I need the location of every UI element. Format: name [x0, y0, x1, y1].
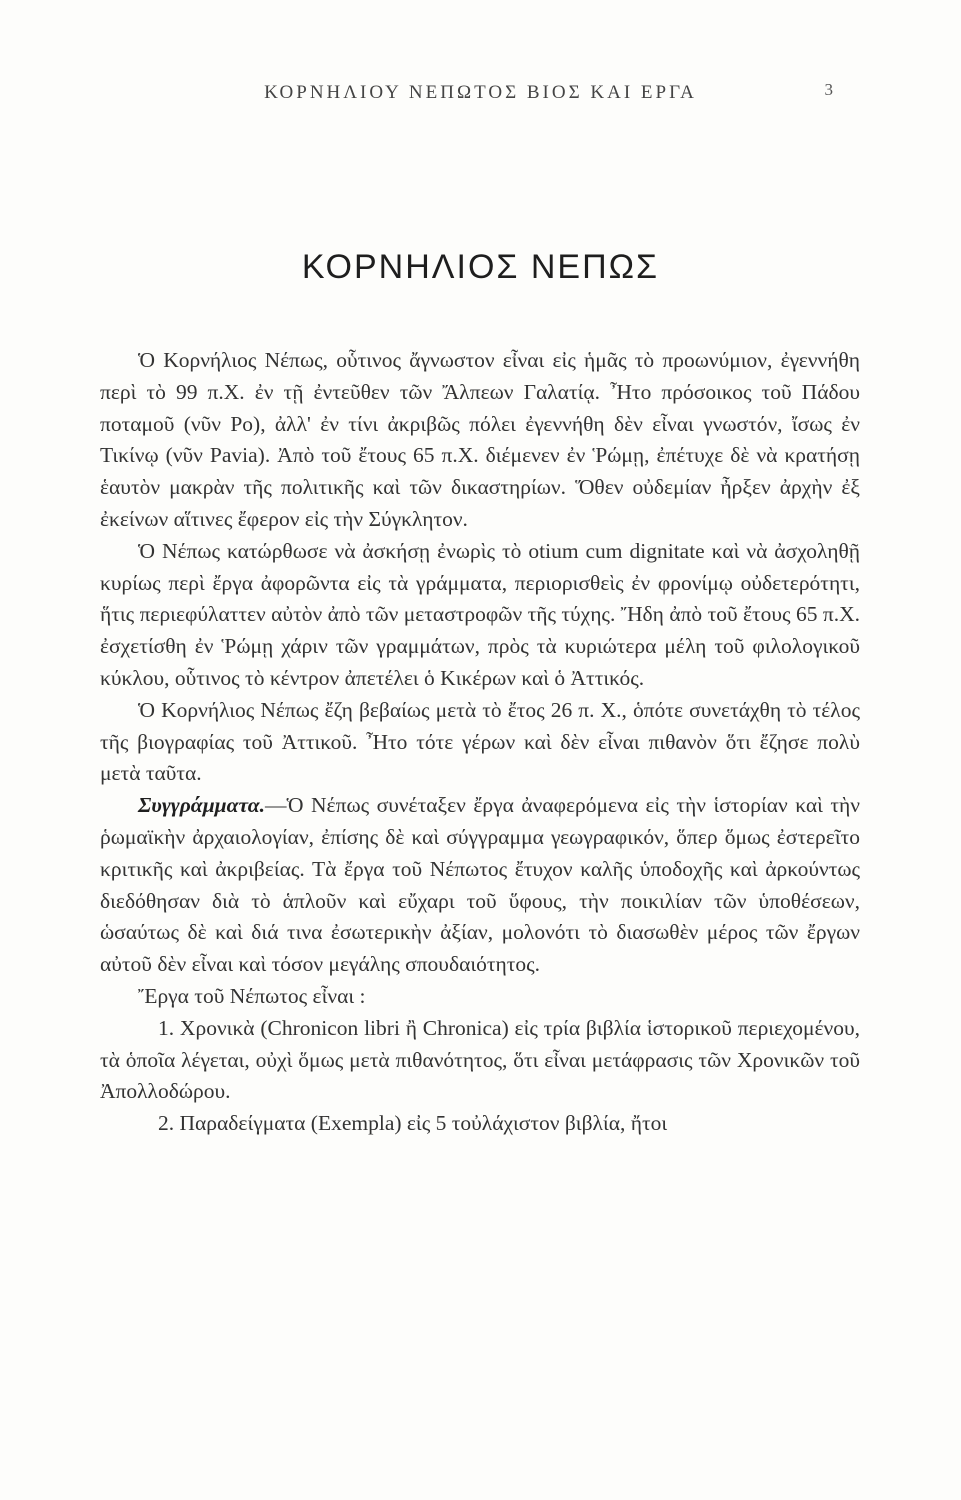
page-number: 3 — [824, 80, 833, 99]
works-item: 1. Χρονικὰ (Chronicon libri ἢ Chronica) εἰς τρία βιβλία ἱστορικοῦ περιεχομένου, τὰ ὁποῖα λέγεται, οὐχὶ ὅμως μετὰ πιθανότητος, ὅτι εἶναι μετάφρασις τῶν Χρονικῶν τοῦ Ἀπολλοδώρου. — [100, 1015, 860, 1104]
body-text — [100, 345, 860, 1140]
works-list — [100, 1013, 860, 1140]
paragraph-literary-life: Ὁ Νέπως κατώρθωσε νὰ ἀσκήσῃ ἐνωρὶς τὸ otium cum dignitate καὶ νὰ ἀσχοληθῇ κυρίως περὶ ἔργα ἀφορῶντα εἰς τὰ γράμματα, περιορισθεὶς ἐν φρονίμῳ οὐδετερότητι, ἥτις περιεφύλαττεν αὐτὸν ἀπὸ τῶν μεταστροφῶν τῆς τύχης. Ἤδη ἀπὸ τοῦ ἔτους 65 π.Χ. ἐσχετίσθη ἐν Ῥώμῃ χάριν τῶν γραμμάτων, πρὸς τὰ κυριώτερα μέλη τοῦ φιλολογικοῦ κύκλου, οὗτινος τὸ κέντρον ἀπετέλει ὁ Κικέρων καὶ ὁ Ἀττικός. — [100, 538, 860, 690]
running-head: ΚΟΡΝΗΛΙΟΥ ΝΕΠΩΤΟΣ ΒΙΟΣ ΚΑΙ ΕΡΓΑ — [264, 82, 697, 103]
paragraph-writings — [100, 790, 860, 981]
paragraph-death: Ὁ Κορνήλιος Νέπως ἔζη βεβαίως μετὰ τὸ ἔτος 26 π. Χ., ὁπότε συνετάχθη τὸ τέλος τῆς βιογραφίας τοῦ Ἀττικοῦ. Ἦτο τότε γέρων καὶ δὲν εἶναι πιθανὸν ὅτι ἔζησε πολὺ μετὰ ταῦτα. — [100, 697, 860, 786]
chapter-title: ΚΟΡΝΗΛΙΟΣ ΝΕΠΩΣ — [301, 248, 660, 286]
writings-text: —Ὁ Νέπως συνέταξεν ἔργα ἀναφερόμενα εἰς τὴν ἱστορίαν καὶ τὴν ῥωμαϊκὴν ἀρχαιολογίαν, ἐπίσης δὲ καὶ σύγγραμμα γεωγραφικόν, ὅπερ ὅμως ἐστερεῖτο κριτικῆς καὶ ἀκριβείας. Τὰ ἔργα τοῦ Νέπωτος ἔτυχον καλῆς ὑποδοχῆς καὶ ἀρκούντως διεδόθησαν διὰ τὸ ἁπλοῦν καὶ εὔχαρι τοῦ ὕφους, τὴν ποικιλίαν τῶν ὑποθέσεων, ὡσαύτως δὲ καὶ διά τινα ἐσωτερικὴν ἀξίαν, μολονότι τὸ διασωθὲν μέρος τῶν ἔργων αὐτοῦ δὲν εἶναι καὶ τόσον μεγάλης σπουδαιότητος. — [100, 793, 860, 977]
works-intro: Ἔργα τοῦ Νέπωτος εἶναι : — [138, 983, 366, 1008]
paragraph-birth: Ὁ Κορνήλιος Νέπως, οὗτινος ἄγνωστον εἶναι εἰς ἡμᾶς τὸ προωνύμιον, ἐγεννήθη περὶ τὸ 99 π.Χ. ἐν τῇ ἐντεῦθεν τῶν Ἄλπεων Γαλατίᾳ. Ἦτο πρόσοικος τοῦ Πάδου ποταμοῦ (νῦν Ρο), ἀλλ' ἐν τίνι ἀκριβῶς πόλει ἐγεννήθη δὲν εἶναι γνωστόν, ἴσως ἐν Τικίνῳ (νῦν Pavia). Ἀπὸ τοῦ ἔτους 65 π.Χ. διέμενεν ἐν Ῥώμῃ, ἐπέτυχε δὲ νὰ κρατήσῃ ἑαυτὸν μακρὰν τῆς πολιτικῆς καὶ τῶν δικαστηρίων. Ὅθεν οὐδεμίαν ἦρξεν ἀρχὴν ἐξ ἐκείνων αἵτινες ἔφερον εἰς τὴν Σύγκλητον. — [100, 348, 860, 531]
writings-heading: Συγγράμματα. — [138, 793, 266, 818]
works-item: 2. Παραδείγματα (Exempla) εἰς 5 τοὐλάχιστον βιβλία, ἤτοι — [158, 1111, 668, 1136]
